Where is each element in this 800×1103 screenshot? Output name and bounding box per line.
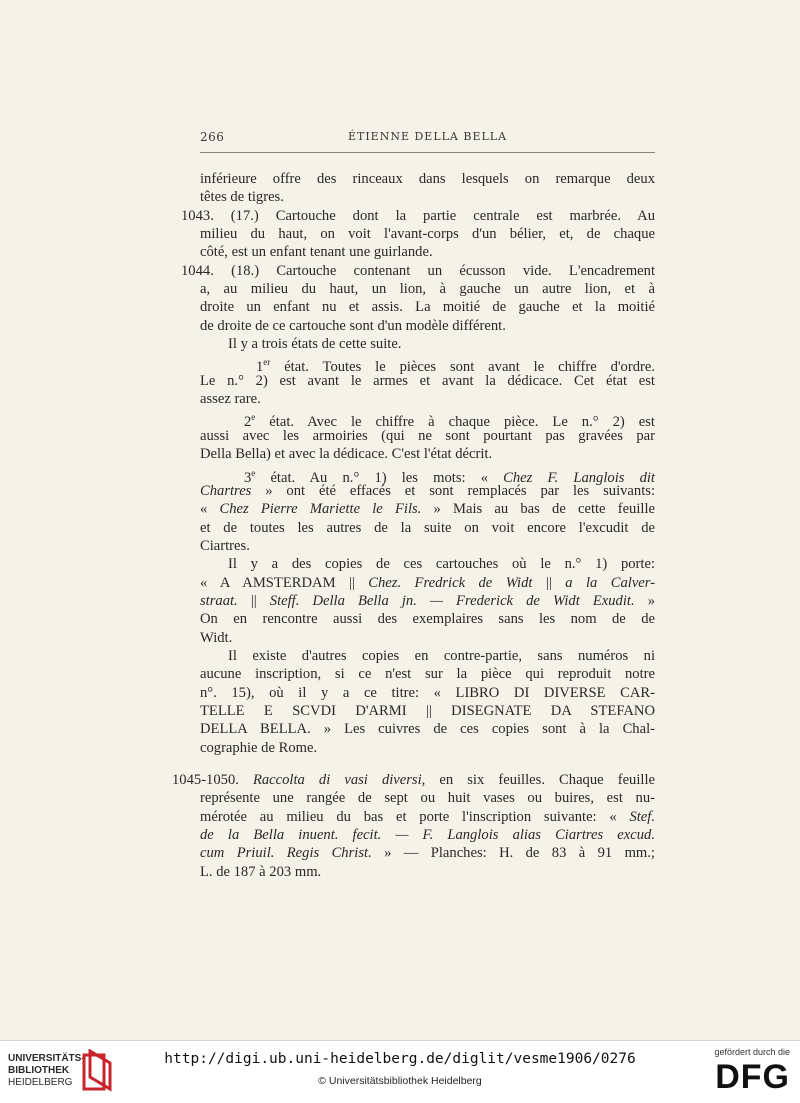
text-line: 2e état. Avec le chiffre à chaque pièce. Le n.° 2) est (244, 412, 655, 431)
text-line: « Chez Pierre Mariette le Fils. » Mais au bas de cette feuille (200, 501, 655, 518)
text-line: TELLE E SCVDI D'ARMI || DISEGNATE DA STEFANO (200, 702, 655, 719)
running-title: ÉTIENNE DELLA BELLA (347, 130, 508, 143)
text-line: droite un enfant nu et assis. La moitié de gauche et la moitié (200, 299, 655, 316)
text-line: a, au milieu du haut, un lion, à gauche un autre lion, et à (200, 281, 655, 298)
text-line: mérotée au milieu du bas et porte l'inscription suivante: « Stef. (200, 808, 655, 825)
text-line: et de toutes les autres de la suite on voit encore l'excudit de (200, 519, 655, 536)
text-line: de droite de ce cartouche sont d'un modèle différent. (200, 317, 506, 334)
text-line: 1045-1050. Raccolta di vasi diversi, en six feuilles. Chaque feuille (172, 772, 655, 788)
text-line: straat. || Steff. Della Bella jn. — Frederick de Widt Exudit. » (200, 592, 656, 609)
text-line: assez rare. (200, 391, 261, 408)
body-text (172, 170, 656, 881)
text-line: cographie de Rome. (200, 739, 318, 756)
text-line: DELLA BELLA. » Les cuivres de ces copies sont à la Chal- (200, 721, 655, 738)
text-line: Della Bella) et avec la dédicace. C'est l'état décrit. (200, 446, 493, 463)
text-line: cum Priuil. Regis Christ. » — Planches: H. de 83 à 91 mm.; (200, 845, 655, 862)
text-line: 1er état. Toutes le pièces sont avant le chiffre d'ordre. (256, 357, 655, 376)
text-line: n°. 15), où il y a ce titre: « LIBRO DI DIVERSE CAR- (200, 684, 655, 701)
text-line: On en rencontre aussi des exemplaires sans les nom de de (200, 611, 655, 628)
funded-by-label: gefördert durch die (714, 1047, 790, 1057)
text-line: inférieure offre des rinceaux dans lesquels on remarque deux (200, 171, 655, 187)
text-line: aussi avec les armoiries (qui ne sont pourtant pas gravées par (200, 427, 655, 444)
library-emblem-icon (82, 1049, 112, 1093)
copyright-notice: © Universitätsbibliothek Heidelberg (318, 1075, 482, 1087)
text-line: 1043. (17.) Cartouche dont la partie centrale est marbrée. Au (181, 207, 655, 224)
text-line: de la Bella inuent. fecit. — F. Langlois alias Ciartres excud. (200, 827, 655, 844)
text-line: « A AMSTERDAM || Chez. Fredrick de Widt || a la Calver- (200, 574, 656, 591)
text-line: 1044. (18.) Cartouche contenant un écusson vide. L'encadrement (181, 262, 655, 279)
header-rule (200, 152, 655, 153)
text-line: Widt. (200, 629, 233, 646)
text-line: milieu du haut, on voit l'avant-corps d'un bélier, et, de chaque (200, 226, 655, 243)
page-number: 266 (200, 130, 225, 144)
text-line: Chartres » ont été effacés et sont remplacés par les suivants: (200, 482, 655, 499)
text-line: côté, est un enfant tenant une guirlande. (200, 244, 433, 261)
text-line: Il y a des copies de ces cartouches où le n.° 1) porte: (228, 556, 655, 573)
text-line: aucune inscription, si ce n'est sur la pièce qui reproduit notre (200, 666, 655, 683)
dfg-logo[interactable]: DFG (715, 1058, 790, 1096)
text-line: L. de 187 à 203 mm. (200, 863, 322, 880)
text-line: 3e état. Au n.° 1) les mots: « Chez F. Langlois dit (244, 467, 655, 486)
university-library-logo[interactable]: UNIVERSITÄTS- BIBLIOTHEK HEIDELBERG (8, 1053, 85, 1088)
text-line: Il y a trois états de cette suite. (228, 336, 402, 353)
text-line: Ciartres. (200, 537, 250, 554)
text-line: têtes de tigres. (200, 189, 284, 206)
text-line: Il existe d'autres copies en contre-partie, sans numéros ni (228, 647, 655, 664)
text-line: représente une rangée de sept ou huit vases ou buires, est nu- (200, 790, 655, 807)
page-header (200, 130, 655, 148)
permalink-url[interactable]: http://digi.ub.uni-heidelberg.de/diglit/vesme1906/0276 (164, 1051, 636, 1067)
footer-bar (0, 1040, 800, 1103)
text-line: Le n.° 2) est avant le armes et avant la dédicace. Cet état est (200, 372, 655, 389)
